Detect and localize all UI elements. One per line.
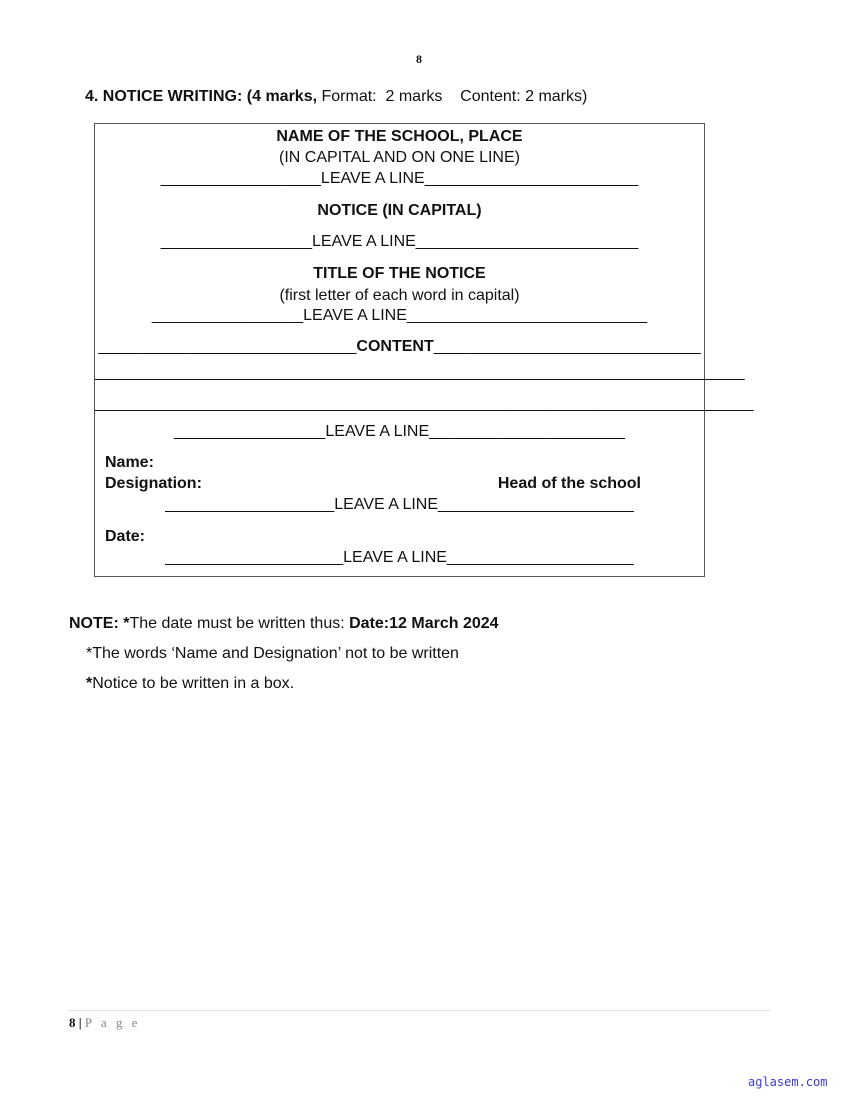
leave-line-5: ___________________LEAVE A LINE______________________ [165,496,634,513]
notice-format-box [94,123,754,577]
notice-word: NOTICE (IN CAPITAL) [317,202,482,219]
content-line [95,338,704,356]
question-heading-marks: Format: 2 marks Content: 2 marks) [317,88,588,105]
content-rule-left: _____________________________ [98,338,357,355]
leave-line-4: _________________LEAVE A LINE______________________ [174,423,625,440]
page-footer [69,1015,140,1031]
content-rule-2: __________________________________________________________________________ [95,395,754,412]
note-3-text: Notice to be written in a box. [92,675,295,692]
leave-line-2: _________________LEAVE A LINE_________________________ [160,233,639,250]
name-label: Name: [105,454,154,471]
footer-rule [68,1010,770,1011]
note-3-star: * [86,675,93,692]
watermark: aglasem.com [748,1075,828,1089]
content-rule-1: _________________________________________________________________________ [95,364,745,381]
page-number-top: 8 [416,52,422,66]
note-3 [86,675,294,693]
footer-page-word: P a g e [84,1015,141,1030]
leave-line-1: __________________LEAVE A LINE________________________ [160,170,639,187]
question-heading [85,88,587,106]
leave-line-3: _________________LEAVE A LINE___________________________ [151,307,648,324]
notice-title-hint: (first letter of each word in capital) [279,287,520,304]
designation-label: Designation: [105,475,202,492]
content-rule-right: ______________________________ [433,338,701,355]
head-of-school-label: Head of the school [497,475,641,492]
footer-separator: | [75,1015,85,1030]
note-line [69,615,499,633]
date-label: Date: [105,528,146,545]
notice-title-line: TITLE OF THE NOTICE [313,265,486,282]
footer-page-number: 8 [69,1015,76,1030]
school-name-hint: (IN CAPITAL AND ON ONE LINE) [279,149,520,166]
note-2: *The words ‘Name and Designation’ not to be written [86,645,459,662]
leave-line-6: ____________________LEAVE A LINE_____________________ [165,549,634,566]
school-name-line: NAME OF THE SCHOOL, PLACE [276,128,523,145]
note-label: NOTE: * [69,615,130,632]
content-label: CONTENT [356,338,434,355]
note-date-example: Date:12 March 2024 [349,615,499,632]
question-heading-bold: 4. NOTICE WRITING: (4 marks, [85,88,318,105]
note-text: The date must be written thus: [129,615,350,632]
